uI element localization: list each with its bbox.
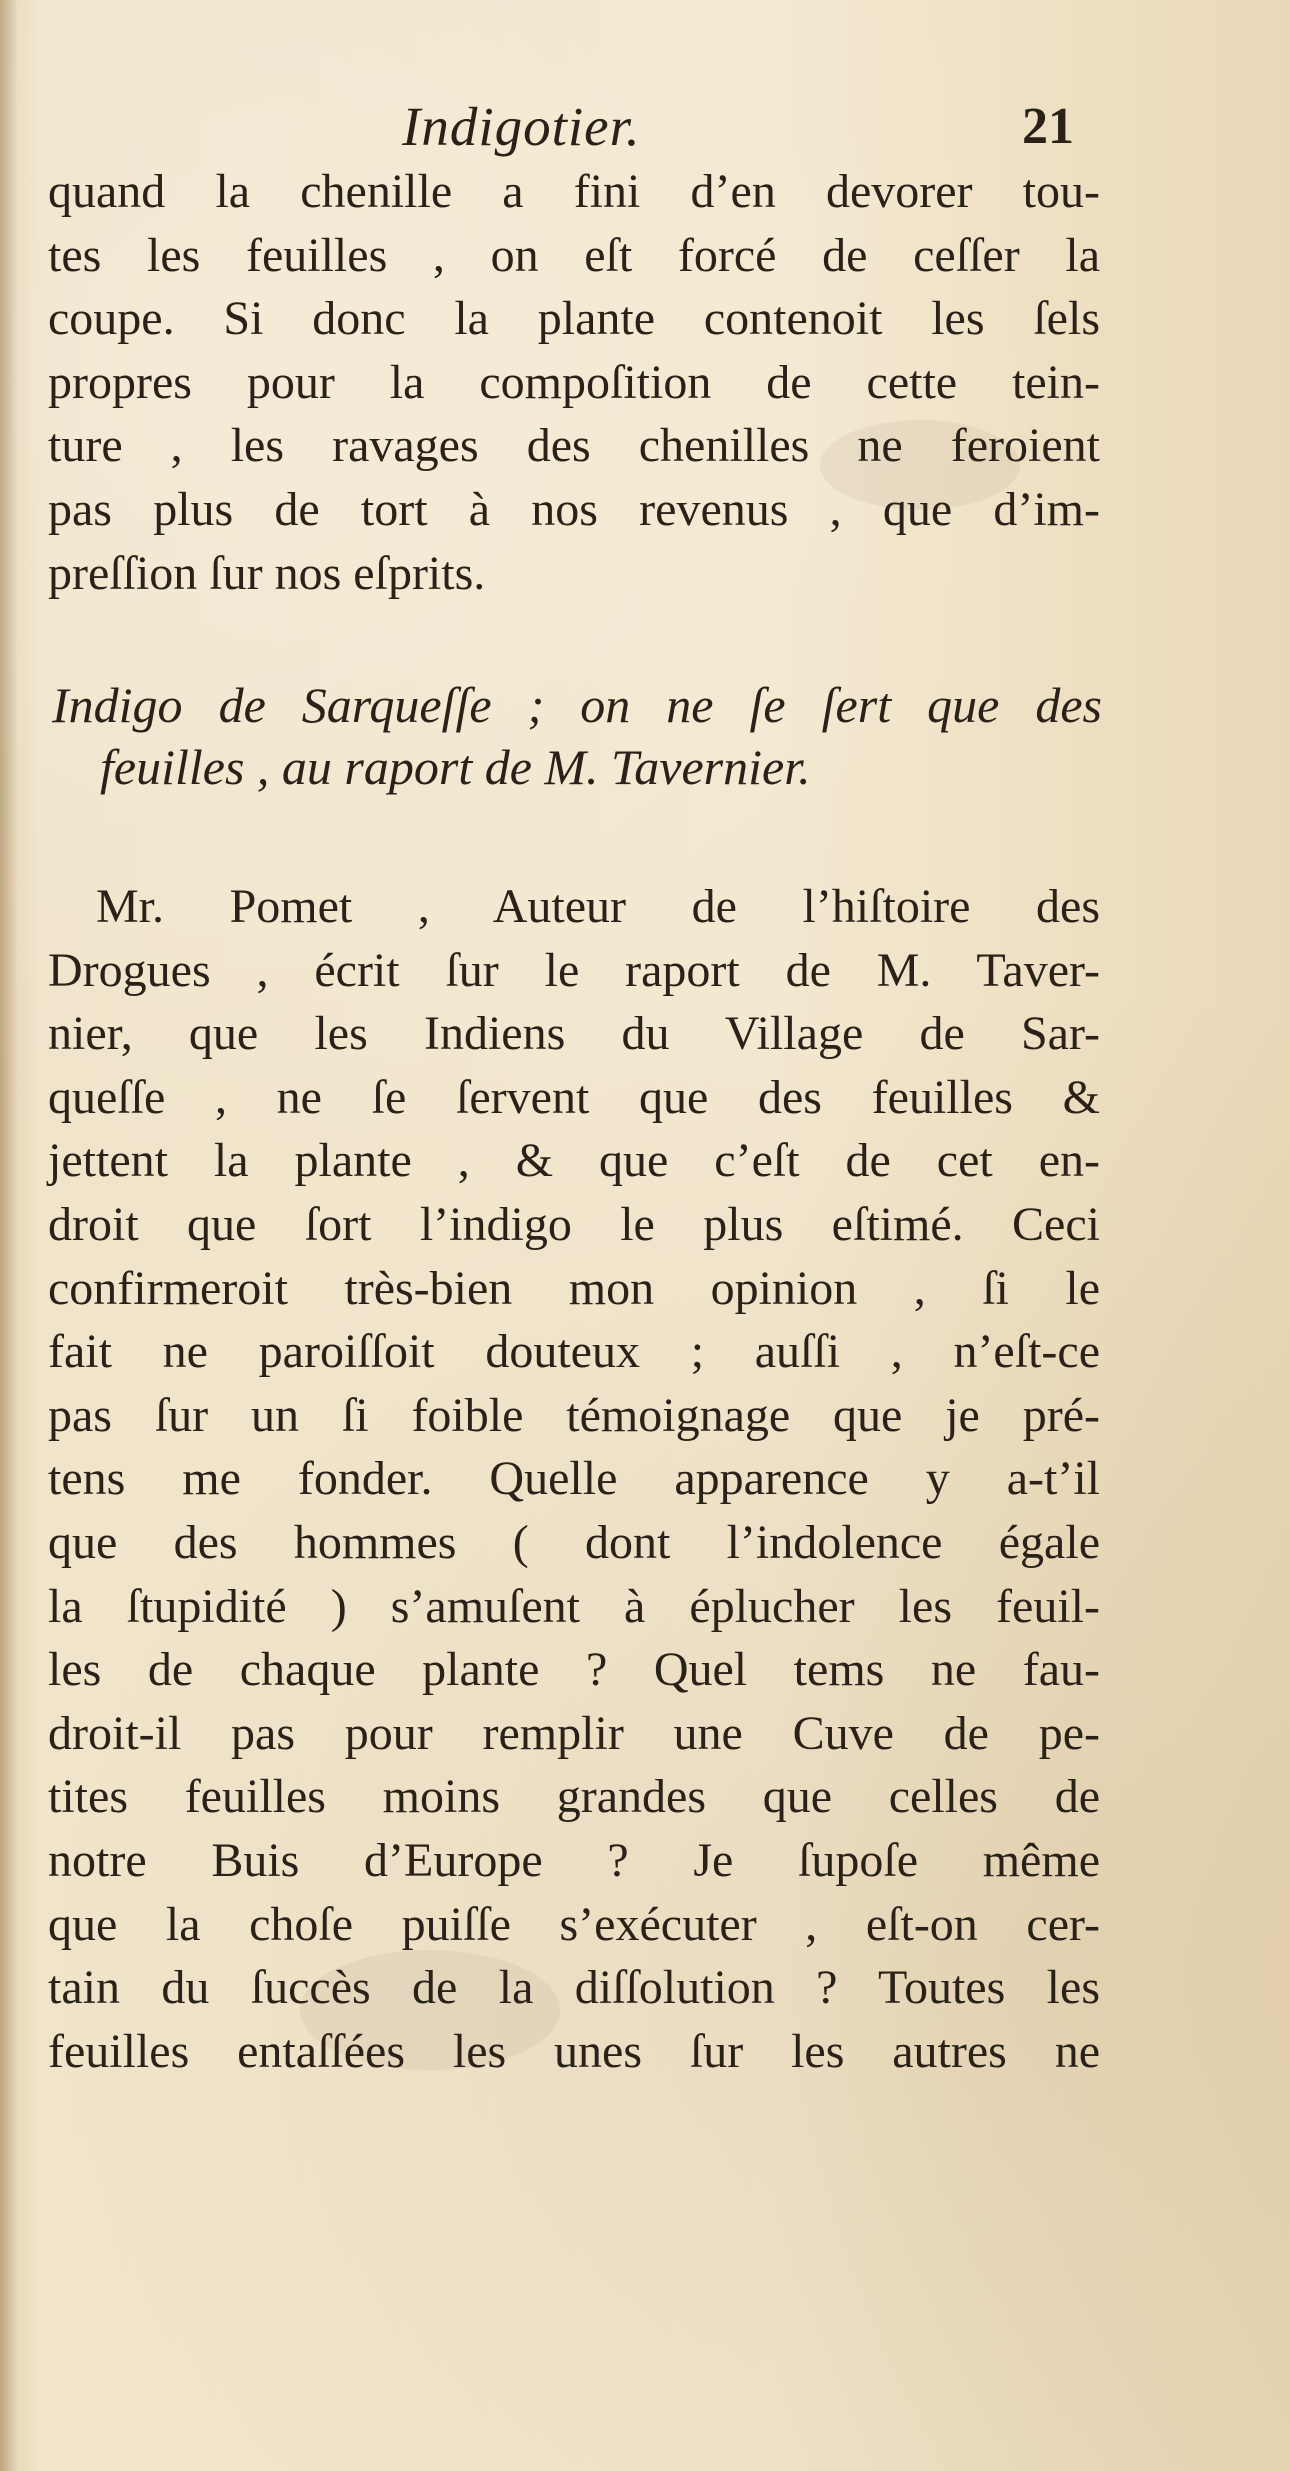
- text-line: fait ne paroiſſoit douteux ; auſſi , n’eſt-ce: [48, 1325, 1100, 1379]
- heading-line: Indigo de Sarqueſſe ; on ne ſe ſert que des: [52, 677, 1102, 733]
- paragraph-2: [48, 875, 1100, 2083]
- text-line: les de chaque plante ? Quel tems ne fau-: [48, 1643, 1100, 1697]
- paragraph-1: [48, 160, 1100, 605]
- text-line: tens me fonder. Quelle apparence y a-t’il: [48, 1452, 1100, 1506]
- text-line: notre Buis d’Europe ? Je ſupoſe même: [48, 1833, 1100, 1887]
- text-line: ture , les ravages des chenilles ne feroient: [48, 419, 1100, 473]
- text-line: pas plus de tort à nos revenus , que d’im-: [48, 482, 1100, 536]
- text-line: pas ſur un ſi foible témoignage que je pré-: [48, 1388, 1100, 1442]
- text-line: queſſe , ne ſe ſervent que des feuilles &: [48, 1070, 1100, 1124]
- text-line: feuilles entaſſées les unes ſur les autres ne: [48, 2024, 1100, 2078]
- text-line: nier, que les Indiens du Village de Sar-: [48, 1007, 1100, 1061]
- text-line: droit-il pas pour remplir une Cuve de pe-: [48, 1706, 1100, 1760]
- page-header: [0, 92, 1290, 162]
- text-line: preſſion ſur nos eſprits.: [48, 546, 486, 600]
- text-line: propres pour la compoſition de cette tein-: [48, 355, 1100, 409]
- text-line: coupe. Si donc la plante contenoit les ſels: [48, 292, 1100, 346]
- text-line: la ſtupidité ) s’amuſent à éplucher les feuil-: [48, 1579, 1100, 1633]
- text-line: jettent la plante , & que c’eſt de cet en-: [48, 1134, 1100, 1188]
- text-line: tes les feuilles , on eſt forcé de ceſſer la: [48, 228, 1100, 282]
- text-line: que la choſe puiſſe s’exécuter , eſt-on cer-: [48, 1897, 1100, 1951]
- page-gutter-shadow: [0, 0, 18, 2471]
- text-line: tain du ſuccès de la diſſolution ? Toutes les: [48, 1961, 1100, 2015]
- page-number: 21: [1022, 98, 1074, 155]
- text-line: confirmeroit très-bien mon opinion , ſi le: [48, 1261, 1100, 1315]
- text-line: quand la chenille a fini d’en devorer tou-: [48, 165, 1100, 218]
- running-title: Indigotier.: [402, 96, 641, 157]
- text-line: que des hommes ( dont l’indolence égale: [48, 1515, 1100, 1569]
- text-line: Mr. Pomet , Auteur de l’hiſtoire des: [96, 880, 1100, 933]
- heading-line: feuilles , au raport de M. Tavernier.: [100, 739, 811, 795]
- text-line: tites feuilles moins grandes que celles de: [48, 1770, 1100, 1824]
- text-line: droit que ſort l’indigo le plus eſtimé. Ceci: [48, 1197, 1100, 1251]
- section-heading: [52, 674, 1102, 798]
- text-line: Drogues , écrit ſur le raport de M. Taver-: [48, 943, 1100, 997]
